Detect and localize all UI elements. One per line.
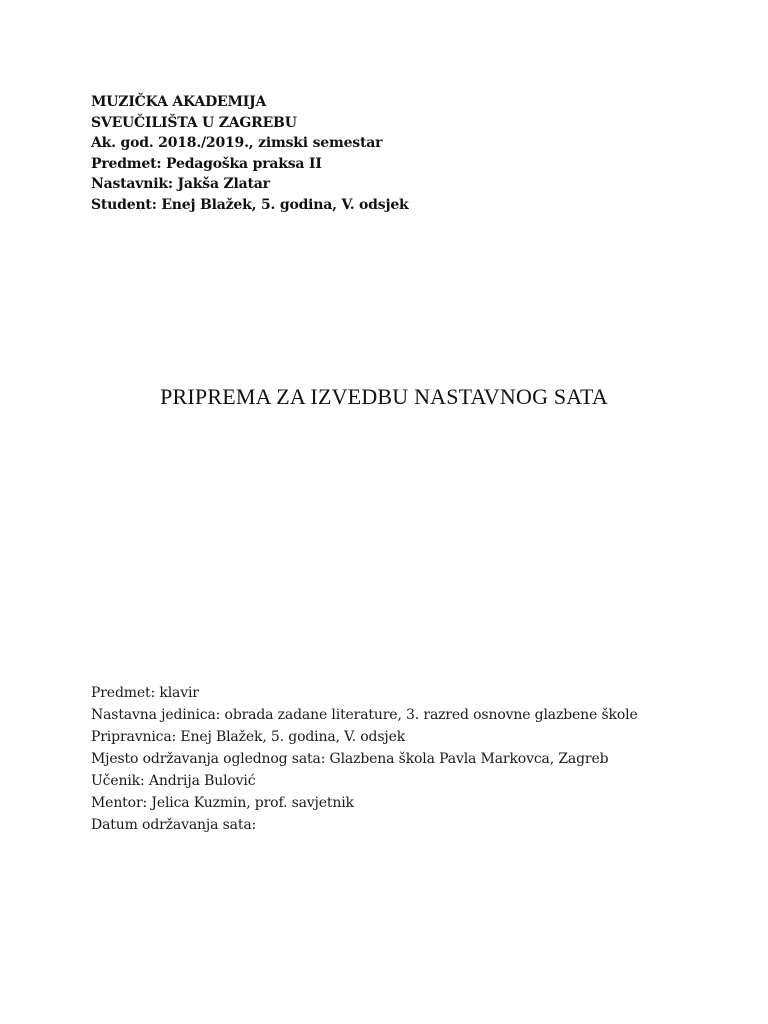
student-info: Student: Enej Blažek, 5. godina, V. odsjek xyxy=(91,196,409,213)
detail-pupil: Učenik: Andrija Bulović xyxy=(91,773,256,789)
detail-teaching-unit: Nastavna jedinica: obrada zadane literature, 3. razred osnovne glazbene škole xyxy=(91,707,638,723)
institution-name: MUZIČKA AKADEMIJA xyxy=(91,94,267,110)
detail-trainee: Pripravnica: Enej Blažek, 5. godina, V. odsjek xyxy=(91,729,406,745)
document-title: PRIPREMA ZA IZVEDBU NASTAVNOG SATA xyxy=(160,384,608,409)
detail-subject: Predmet: klavir xyxy=(91,685,199,701)
teacher-name: Nastavnik: Jakša Zlatar xyxy=(91,176,270,193)
detail-location: Mjesto održavanja oglednog sata: Glazbena škola Pavla Markovca, Zagreb xyxy=(91,751,609,767)
course-subject: Predmet: Pedagoška praksa II xyxy=(91,155,322,172)
detail-mentor: Mentor: Jelica Kuzmin, prof. savjetnik xyxy=(91,795,354,811)
academic-year: Ak. god. 2018./2019., zimski semestar xyxy=(91,135,383,152)
document-header xyxy=(91,92,409,216)
university-name: SVEUČILIŠTA U ZAGREBU xyxy=(91,114,297,131)
detail-date: Datum održavanja sata: xyxy=(91,817,257,833)
lesson-details xyxy=(91,682,638,836)
